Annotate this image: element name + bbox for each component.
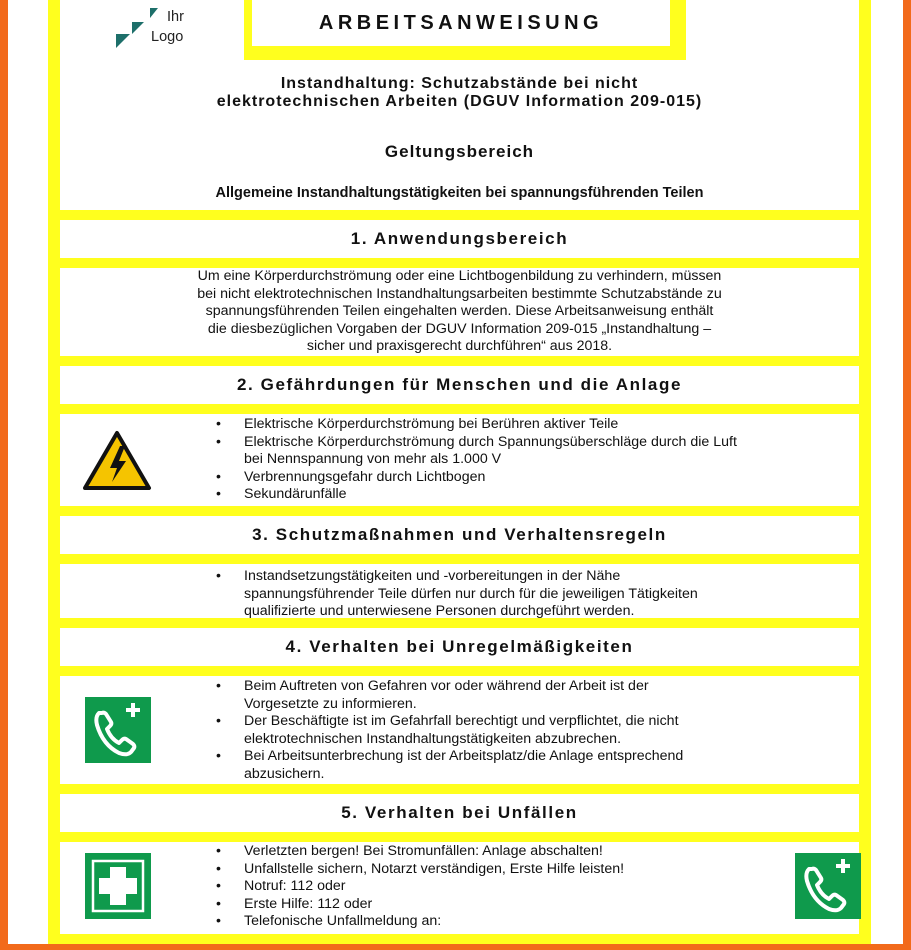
- list-item: • Bei Arbeitsunterbrechung ist der Arbeitsplatz/die Anlage entsprechend abzusichern.: [216, 748, 754, 783]
- list-item: • Verletzten bergen! Bei Stromunfällen: Anlage abschalten!: [216, 843, 776, 861]
- yellow-frame: [48, 0, 871, 944]
- section-3-header: [60, 516, 859, 554]
- subtitle-line-2: elektrotechnischen Arbeiten (DGUV Information 209-015): [216, 93, 703, 110]
- section-2-title: 2. Gefährdungen für Menschen und die Anlage: [236, 375, 683, 394]
- subtitle-line-1: Instandhaltung: Schutzabstände bei nicht: [280, 75, 639, 92]
- section-5-header: [60, 794, 859, 832]
- measures-list: [216, 568, 776, 621]
- scope-heading: Geltungsbereich: [384, 142, 535, 161]
- subtitle: [60, 75, 859, 111]
- title-frame: [244, 0, 686, 60]
- section-1-body: [60, 268, 859, 356]
- logo: [114, 4, 204, 52]
- list-item: • Elektrische Körperdurchströmung bei Berühren aktiver Teile: [216, 416, 776, 434]
- section-5-title: 5. Verhalten bei Unfällen: [341, 803, 578, 822]
- list-item: • Instandsetzungstätigkeiten und -vorbereitungen in der Nähe spannungsführender Teile dürfen nur durch für die jeweiligen Tätigkeiten qualifizierte und unterwiesene Personen durchgeführt werden.: [216, 568, 754, 621]
- s1-line: bei nicht elektrotechnischen Instandhaltungsarbeiten bestimmte Schutzabstände zu: [197, 285, 722, 302]
- logo-text-line2: Logo: [151, 29, 184, 45]
- list-item: • Der Beschäftigte ist im Gefahrfall berechtigt und verpflichtet, die nicht elektrotechnischen Instandhaltungstätigkeiten abzubrechen.: [216, 713, 764, 748]
- list-item: • Beim Auftreten von Gefahren vor oder während der Arbeit ist der Vorgesetzte zu informieren.: [216, 678, 704, 713]
- list-item: • Telefonische Unfallmeldung an:: [216, 913, 776, 931]
- list-item: • Sekundärunfälle: [216, 486, 776, 504]
- title-inner: [252, 0, 670, 46]
- list-item: • Erste Hilfe: 112 oder: [216, 896, 776, 914]
- high-voltage-warning-icon: [82, 430, 152, 492]
- s1-line: Um eine Körperdurchströmung oder eine Lichtbogenbildung zu verhindern, müssen: [197, 268, 722, 284]
- page: [8, 0, 903, 944]
- section-4-body: [60, 676, 859, 784]
- section-2-header: [60, 366, 859, 404]
- list-item: • Unfallstelle sichern, Notarzt verständigen, Erste Hilfe leisten!: [216, 861, 776, 879]
- emergency-phone-icon: [85, 697, 151, 763]
- s1-line: spannungsführenden Teilen eingehalten werden. Diese Arbeitsanweisung enthält: [205, 303, 714, 319]
- scope-text: Allgemeine Instandhaltungstätigkeiten bei spannungsführenden Teilen: [215, 185, 704, 201]
- irregularities-list: [216, 678, 776, 783]
- s1-line: die diesbezüglichen Vorgaben der DGUV Information 209-015 „Instandhaltung –: [207, 320, 712, 337]
- list-item: • Notruf: 112 oder: [216, 878, 776, 896]
- list-item: • Elektrische Körperdurchströmung durch Spannungsüberschläge durch die Luft bei Nennspannung von mehr als 1.000 V: [216, 434, 759, 469]
- section-1-title: 1. Anwendungsbereich: [350, 229, 569, 248]
- section-5-body: [60, 842, 859, 934]
- list-item: • Verbrennungsgefahr durch Lichtbogen: [216, 469, 776, 487]
- section-4-header: [60, 628, 859, 666]
- section-2-body: [60, 414, 859, 506]
- section-3-body: [60, 564, 859, 618]
- document-title: ARBEITSANWEISUNG: [318, 12, 604, 34]
- logo-text-line1: Ihr: [167, 9, 184, 25]
- section-1-header: [60, 220, 859, 258]
- first-aid-icon: [85, 853, 151, 919]
- accident-list: [216, 843, 776, 931]
- hazard-list: [216, 416, 776, 504]
- section-3-title: 3. Schutzmaßnahmen und Verhaltensregeln: [252, 525, 667, 544]
- s1-line: sicher und praxisgerecht durchführen“ aus 2018.: [306, 338, 613, 354]
- emergency-phone-icon: [795, 853, 861, 919]
- section-4-title: 4. Verhalten bei Unregelmäßigkeiten: [285, 637, 634, 656]
